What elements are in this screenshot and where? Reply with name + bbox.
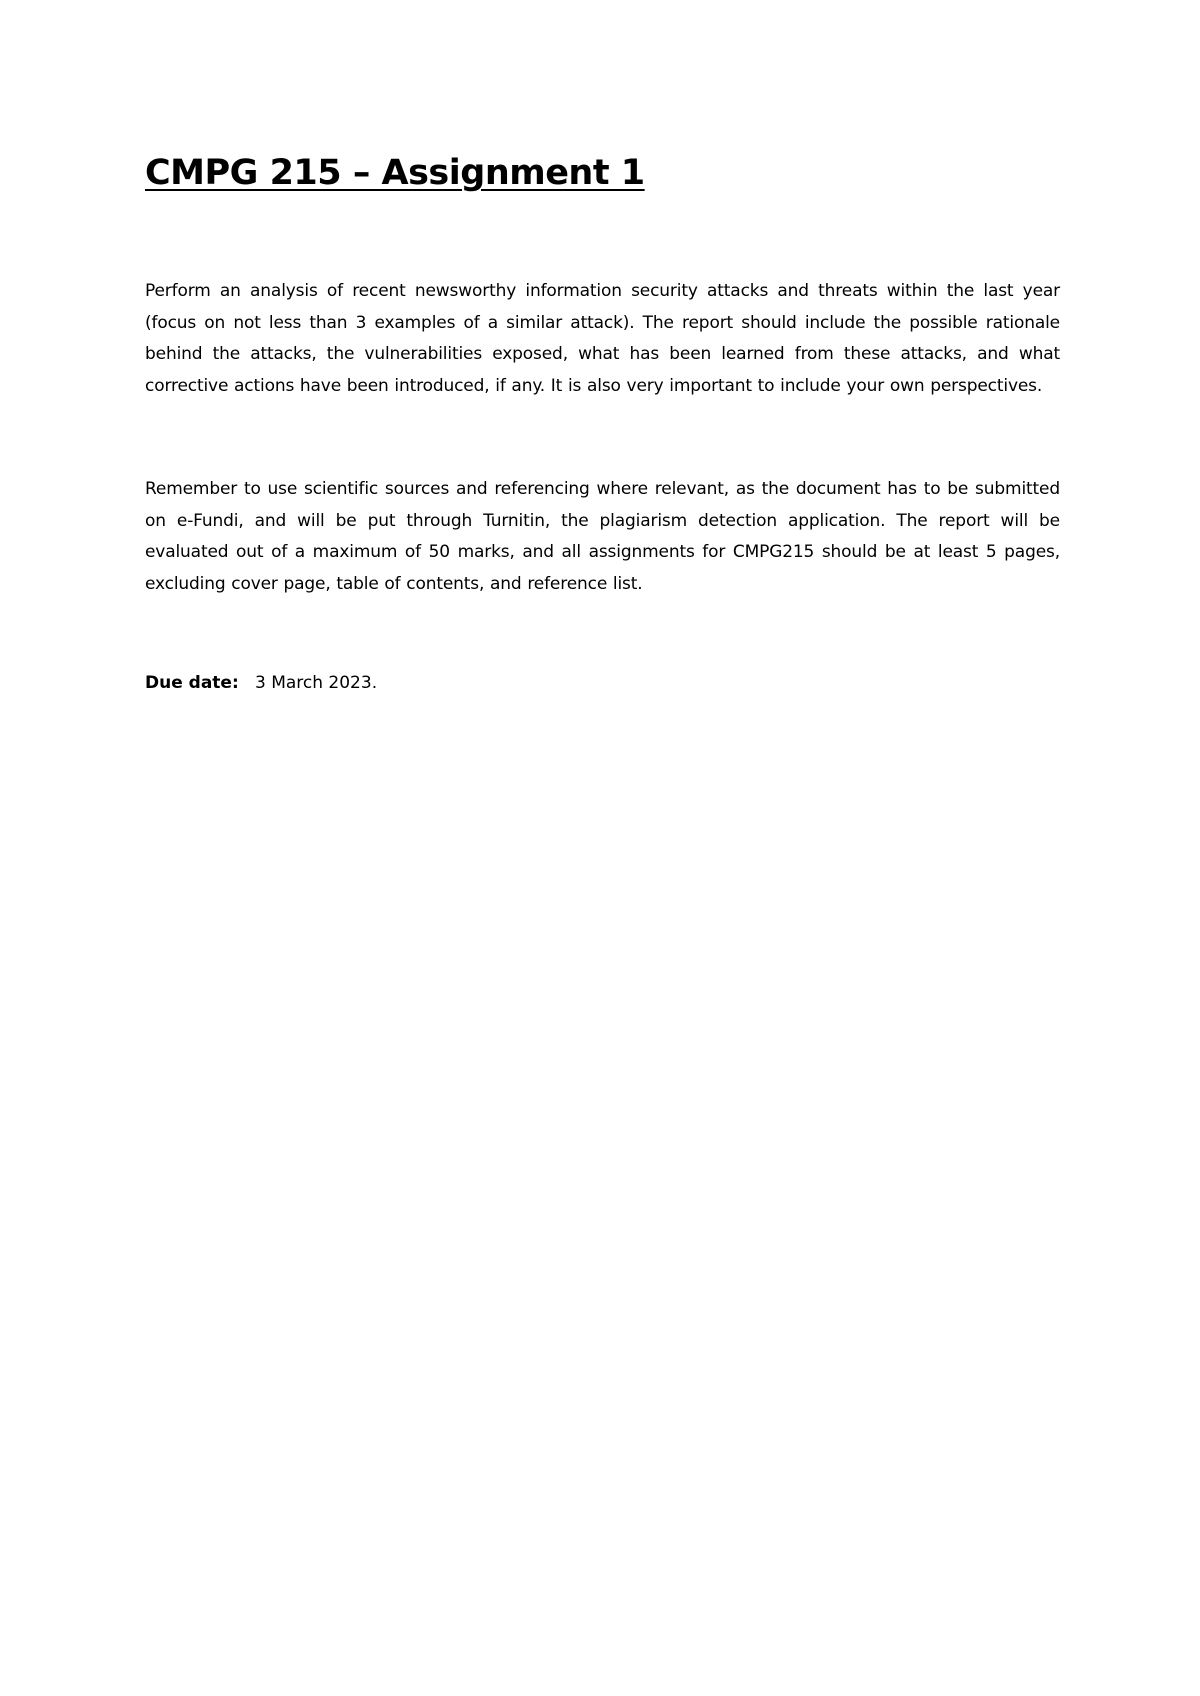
due-date-line bbox=[145, 668, 1060, 700]
document-title: CMPG 215 – Assignment 1 bbox=[145, 153, 645, 193]
submission-requirements-paragraph: Remember to use scientific sources and referencing where relevant, as the document has to be submitted on e-Fundi, and will be put through Turnitin, the plagiarism detection application. The report will be evaluated out of a maximum of 50 marks, and all assignments for CMPG215 should be at least 5 pages, excluding cover page, table of contents, and reference list. bbox=[145, 479, 1060, 594]
document-content bbox=[145, 150, 1060, 700]
due-date-label: Due date: bbox=[145, 673, 239, 693]
due-date-value: 3 March 2023. bbox=[254, 673, 378, 693]
assignment-instructions-paragraph: Perform an analysis of recent newsworthy information security attacks and threats within the last year (focus on not less than 3 examples of a similar attack). The report should include the possible rationale behind the attacks, the vulnerabilities exposed, what has been learned from these attacks, and what corrective actions have been introduced, if any. It is also very important to include your own perspectives. bbox=[145, 281, 1060, 396]
due-date-spacer bbox=[244, 673, 249, 693]
